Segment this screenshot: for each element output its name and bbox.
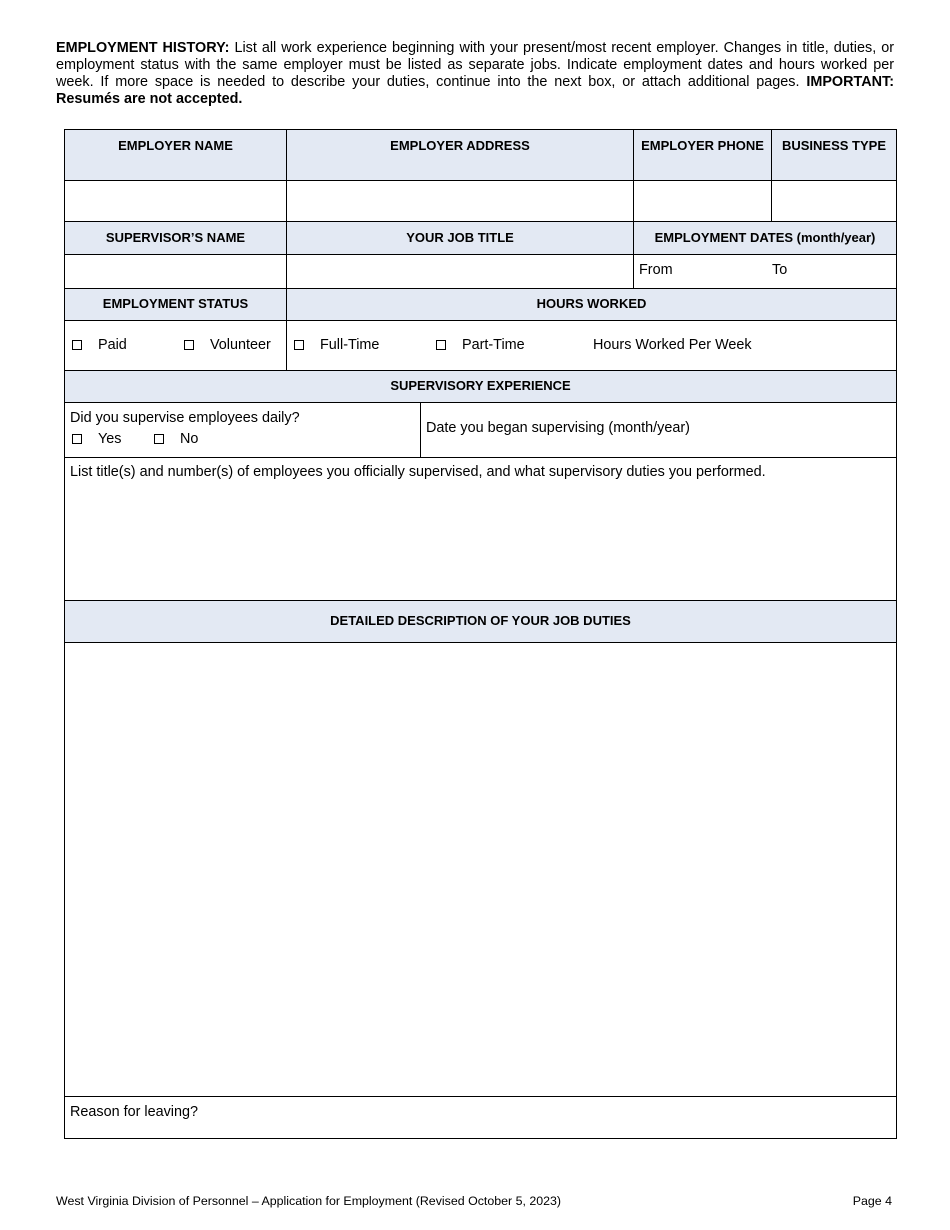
- paid-option[interactable]: Paid: [72, 337, 127, 353]
- footer-page-number: Page 4: [852, 1194, 892, 1208]
- supervise-question-text: Did you supervise employees daily?: [70, 410, 300, 426]
- employer-name-field[interactable]: [64, 180, 287, 222]
- volunteer-option[interactable]: Volunteer: [184, 337, 271, 353]
- date-began-supervising-field[interactable]: [420, 402, 897, 458]
- footer-document-title: West Virginia Division of Personnel – Application for Employment (Revised October 5, 2023): [56, 1194, 562, 1208]
- supervisory-experience-header: SUPERVISORY EXPERIENCE: [64, 370, 897, 403]
- job-duties-header: DETAILED DESCRIPTION OF YOUR JOB DUTIES: [64, 600, 897, 643]
- list-titles-prompt: List title(s) and number(s) of employees you officially supervised, and what supervisory duties you performed.: [70, 464, 766, 480]
- to-label: To: [772, 262, 788, 278]
- intro-important: IMPORTANT: Resumés are not accepted.: [56, 74, 894, 107]
- employer-address-header: EMPLOYER ADDRESS: [286, 129, 634, 181]
- hours-worked-options: [286, 320, 897, 371]
- supervisor-name-field[interactable]: [64, 254, 287, 289]
- reason-for-leaving-label: Reason for leaving?: [70, 1104, 198, 1120]
- employer-phone-field[interactable]: [633, 180, 772, 222]
- employment-history-instructions: [56, 40, 894, 108]
- job-duties-field[interactable]: [64, 642, 897, 1097]
- employment-dates-field[interactable]: [633, 254, 897, 289]
- no-checkbox[interactable]: [154, 434, 164, 444]
- employer-address-field[interactable]: [286, 180, 634, 222]
- date-began-supervising-label: Date you began supervising (month/year): [426, 420, 690, 436]
- employment-dates-header: EMPLOYMENT DATES (month/year): [633, 221, 897, 255]
- employer-phone-header: EMPLOYER PHONE: [633, 129, 772, 181]
- full-time-checkbox[interactable]: [294, 340, 304, 350]
- business-type-header: BUSINESS TYPE: [771, 129, 897, 181]
- part-time-checkbox[interactable]: [436, 340, 446, 350]
- part-time-option[interactable]: Part-Time: [436, 337, 525, 353]
- from-label: From: [639, 262, 673, 278]
- paid-checkbox[interactable]: [72, 340, 82, 350]
- employment-status-header: EMPLOYMENT STATUS: [64, 288, 287, 321]
- business-type-field[interactable]: [771, 180, 897, 222]
- volunteer-checkbox[interactable]: [184, 340, 194, 350]
- hours-per-week-label: Hours Worked Per Week: [593, 337, 752, 353]
- supervisor-name-header: SUPERVISOR’S NAME: [64, 221, 287, 255]
- intro-heading: EMPLOYMENT HISTORY:: [56, 40, 230, 56]
- job-title-header: YOUR JOB TITLE: [286, 221, 634, 255]
- reason-for-leaving-field[interactable]: [64, 1096, 897, 1139]
- yes-option[interactable]: Yes: [72, 431, 121, 447]
- supervised-employees-field[interactable]: [64, 457, 897, 601]
- no-option[interactable]: No: [154, 431, 198, 447]
- employer-name-header: EMPLOYER NAME: [64, 129, 287, 181]
- intro-body: List all work experience beginning with your present/most recent employer. Changes in title, duties, or employment status with the same employer must be listed as separate jobs. Indicate employment dates and hours worked per week. If more space is needed to describe your duties, continue into the next box, or attach additional pages.: [56, 40, 894, 90]
- full-time-option[interactable]: Full-Time: [294, 337, 379, 353]
- yes-checkbox[interactable]: [72, 434, 82, 444]
- employment-status-options: [64, 320, 287, 371]
- hours-worked-header: HOURS WORKED: [286, 288, 897, 321]
- supervise-daily-question: [64, 402, 421, 458]
- job-title-field[interactable]: [286, 254, 634, 289]
